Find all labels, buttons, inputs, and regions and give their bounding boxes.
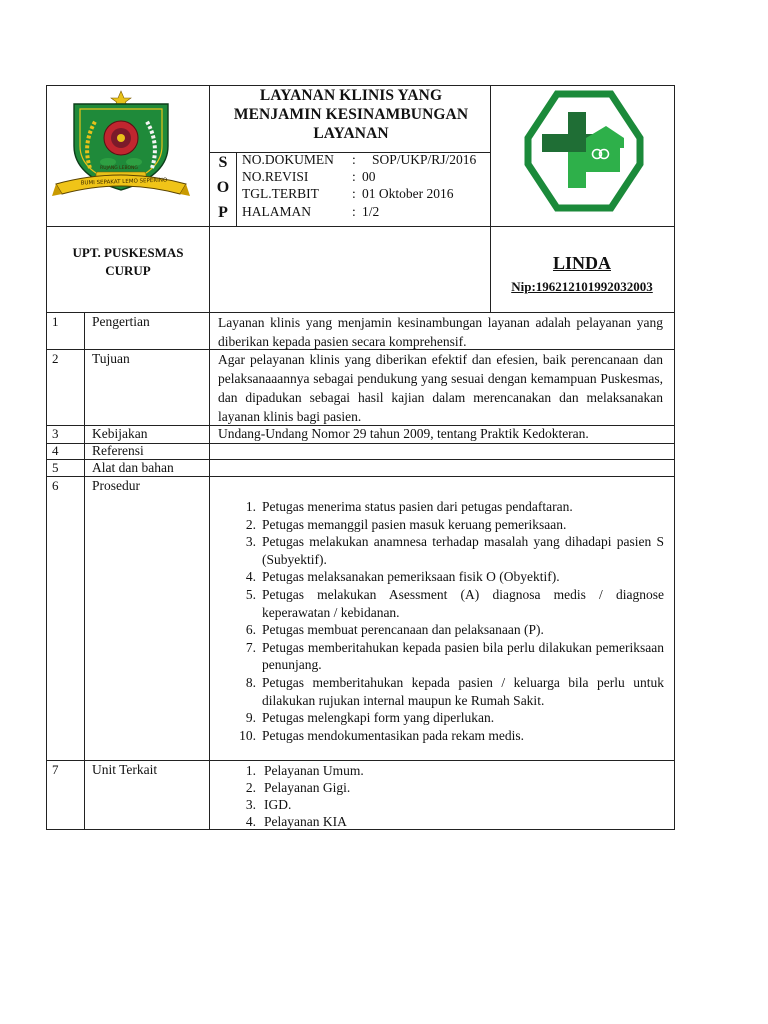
prosedur-text: Petugas melakukan Asessment (A) diagnosa medis / diagnose keperawatan / kebidanan. [262,586,664,620]
prosedur-number: 10. [239,727,256,743]
prosedur-item [236,621,664,639]
sop-letter-o: O [216,179,230,196]
prosedur-item [236,516,664,534]
row-7-number: 7 [52,762,59,777]
prosedur-text: Petugas mendokumentasikan pada rekam medis. [262,727,525,743]
row-6-number: 6 [52,478,59,493]
row-2-text: Agar pelayanan klinis yang diberikan efektif dan efesien, baik perencanaan dan pelaksanaaannya sebagai pendukung yang sesuai dengan kemampuan Puskesmas, dan dipadukan sebagai hasil kajian dalam merencanakan dan melaksanakan layanan klinis bagi pasien. [218,352,663,424]
row-2-label: Tujuan [92,351,130,366]
prosedur-list [236,498,664,744]
unit-item [236,779,656,796]
prosedur-item [236,727,664,745]
prosedur-item [236,639,664,674]
row-3-text: Undang-Undang Nomor 29 tahun 2009, tentang Praktik Kedokteran. [218,426,589,441]
signer-name: LINDA [552,253,611,273]
meta-label-tgl-terbit: TGL.TERBIT [242,186,319,201]
prosedur-number: 6. [245,622,256,638]
unit-number: 2. [245,780,256,795]
prosedur-number: 3. [245,534,256,550]
prosedur-number: 5. [245,586,256,602]
meta-label-no-dokumen: NO.DOKUMEN [242,152,334,167]
row-5-label: Alat dan bahan [92,460,174,475]
row-1-text: Layanan klinis yang menjamin kesinambungan layanan adalah pelayanan yang diberikan kepada pasien secara komprehensif. [218,315,663,349]
prosedur-number: 8. [245,674,256,690]
prosedur-item [236,498,664,516]
row-7-label: Unit Terkait [92,762,158,777]
unit-text: Pelayanan Umum. [264,763,364,778]
prosedur-text: Petugas memberitahukan kepada pasien bila perlu dilakukan pemeriksaan penunjang. [262,639,664,673]
meta-label-no-revisi: NO.REVISI [242,169,309,184]
row-3-number: 3 [52,426,59,441]
prosedur-item [236,568,664,586]
prosedur-number: 4. [245,569,256,585]
meta-value-no-revisi: 00 [362,169,376,184]
row-3-label: Kebijakan [92,426,148,441]
prosedur-number: 1. [245,499,256,514]
unit-item [236,813,656,830]
prosedur-text: Petugas menerima status pasien dari petugas pendaftaran. [262,499,573,514]
meta-value-no-dokumen: SOP/UKP/RJ/2016 [372,152,477,167]
unit-item [236,762,656,779]
meta-value-tgl-terbit: 01 Oktober 2016 [362,186,454,201]
document-title [212,86,490,143]
meta-sep-no-revisi: : [352,169,356,184]
prosedur-text: Petugas membuat perencanaan dan pelaksanaan (P). [262,622,544,638]
row-1-number: 1 [52,314,59,329]
prosedur-text: Petugas memanggil pasien masuk keruang pemeriksaan. [262,516,567,532]
puskesmas-logo-icon [524,90,644,212]
unit-terkait-list [236,762,656,830]
unit-text: IGD. [264,797,292,812]
meta-sep-halaman: : [352,204,356,219]
unit-number: 1. [245,763,256,778]
meta-label-halaman: HALAMAN [242,204,311,219]
prosedur-text: Petugas memberitahukan kepada pasien / keluarga bila perlu untuk dilakukan rujukan internal maupun ke Rumah Sakit. [262,674,664,708]
unit-item [236,796,656,813]
meta-sep-tgl-terbit: : [352,186,356,201]
org-line-2: CURUP [105,263,151,278]
organization-name [46,244,210,280]
unit-number: 3. [245,797,256,812]
regency-emblem-icon [52,88,190,206]
org-line-1: UPT. PUSKESMAS [72,245,184,260]
prosedur-item [236,709,664,727]
sop-letter-p: P [218,204,228,221]
meta-value-halaman: 1/2 [362,204,380,219]
emblem-ribbon-text: BUMI SEPAKAT LEMO SEPERINO [80,177,168,187]
row-4-number: 4 [52,443,59,458]
title-line-1: LAYANAN KLINIS YANG [259,87,443,104]
meta-sep-no-dokumen: : [352,152,356,167]
row-4-label: Referensi [92,443,144,458]
row-5-number: 5 [52,460,59,475]
prosedur-item [236,674,664,709]
emblem-band-text: RUJANG LEBONG [100,166,138,171]
prosedur-number: 9. [245,710,256,726]
title-line-3: LAYANAN [313,125,389,142]
prosedur-text: Petugas melakukan anamnesa terhadap masalah yang dihadapi pasien S (Subyektif). [262,534,664,567]
unit-text: Pelayanan KIA [264,814,347,829]
unit-text: Pelayanan Gigi. [264,780,351,795]
unit-number: 4. [245,814,256,829]
prosedur-text: Petugas melaksanakan pemeriksaan fisik O (Obyektif). [262,569,560,585]
row-2-number: 2 [52,351,59,366]
row-1-label: Pengertian [92,314,150,329]
prosedur-number: 7. [245,639,256,655]
prosedur-item [236,533,664,568]
prosedur-text: Petugas melengkapi form yang diperlukan. [262,710,495,726]
prosedur-number: 2. [245,516,256,532]
signer-nip: Nip:196212101992032003 [511,279,653,294]
title-line-2: MENJAMIN KESINAMBUNGAN [233,106,469,123]
row-6-label: Prosedur [92,478,140,493]
prosedur-item [236,586,664,621]
sop-letter-s: S [218,154,228,171]
